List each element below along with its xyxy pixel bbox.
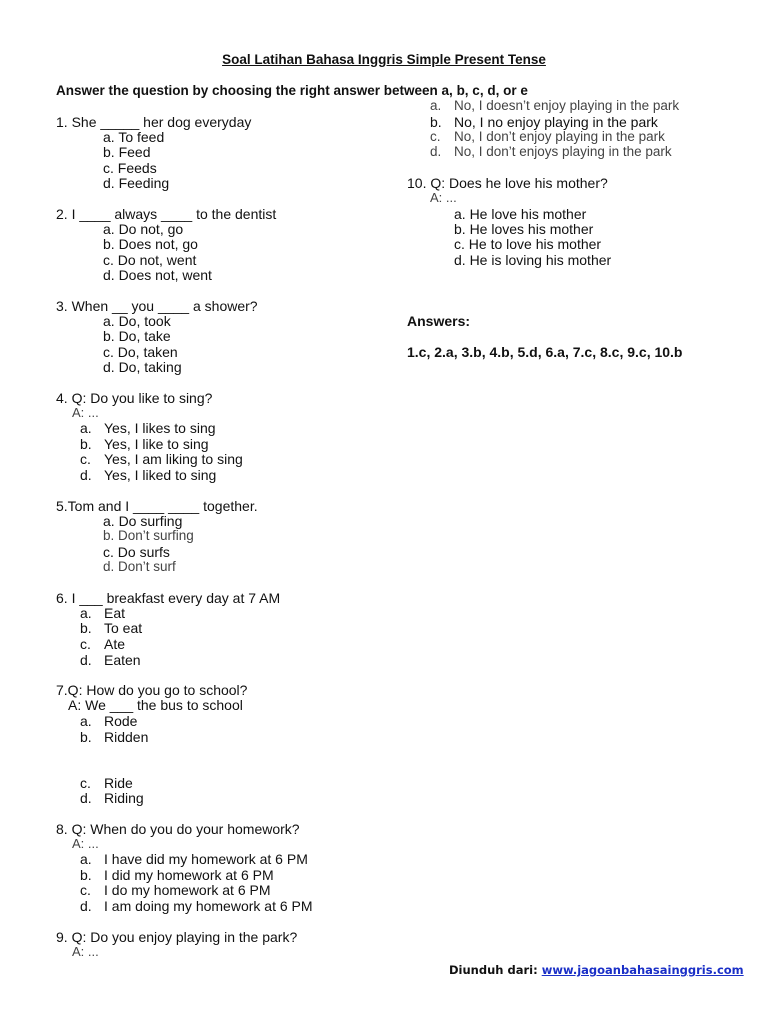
q2-option-a: a. Do not, go [103,221,184,237]
option-text: Rode [104,713,138,729]
question-9: 9. Q: Do you enjoy playing in the park? [56,929,298,945]
q10-option-c: c. He to love his mother [454,236,602,252]
option-text: I did my homework at 6 PM [104,867,274,883]
q6-option-c [80,636,125,652]
option-text: No, I doesn’t enjoy playing in the park [454,98,680,113]
q10-option-a: a. He love his mother [454,206,587,222]
source-link[interactable]: www.jagoanbahasainggris.com [541,963,744,977]
option-text: Yes, I likes to sing [104,420,216,436]
option-text: Ate [104,636,126,652]
q10-option-b: b. He loves his mother [454,221,594,237]
option-letter: c. [80,882,91,898]
option-letter: c. [430,129,441,144]
option-text: Riding [104,790,144,806]
q9-option-d [430,144,672,160]
option-text: Eaten [104,652,141,668]
option-text: Ridden [104,729,149,745]
answers-list: 1.c, 2.a, 3.b, 4.b, 5.d, 6.a, 7.c, 8.c, 9.c, 10.b [407,344,683,360]
question-5: 5.Tom and I ____ ____ together. [56,498,258,514]
q9-option-b [430,114,658,130]
q9-option-c [430,129,665,145]
option-letter: b. [80,867,92,883]
question-2: 2. I ____ always ____ to the dentist [56,206,277,222]
option-letter: b. [430,114,442,130]
option-letter: c. [80,636,91,652]
question-6: 6. I ___ breakfast every day at 7 AM [56,590,281,606]
q7-option-c [80,775,133,791]
q4-option-d [80,467,216,483]
q2-option-b: b. Does not, go [103,236,198,252]
option-letter: b. [80,620,92,636]
option-letter: a. [80,851,92,867]
q9-option-a [430,98,679,114]
q10-answer-prompt: A: ... [430,190,457,205]
option-letter: a. [80,713,92,729]
q6-option-b [80,620,142,636]
q4-answer-prompt: A: ... [72,405,99,420]
q9-answer-prompt: A: ... [72,944,99,959]
option-letter: d. [430,144,442,159]
q3-option-b: b. Do, take [103,328,171,344]
q10-option-d: d. He is loving his mother [454,252,612,268]
option-letter: a. [80,420,92,436]
option-text: I have did my homework at 6 PM [104,851,308,867]
q4-option-a [80,420,216,436]
option-text: Eat [104,605,126,621]
question-3: 3. When __ you ____ a shower? [56,298,258,314]
option-letter: c. [80,775,91,791]
q5-option-d: d. Don’t surf [103,559,176,574]
option-letter: c. [80,451,91,467]
option-letter: d. [80,467,92,483]
q4-option-c [80,451,243,467]
question-1: 1. She _____ her dog everyday [56,114,252,130]
q5-option-a: a. Do surfing [103,513,183,529]
q8-answer-prompt: A: ... [72,836,99,851]
q5-option-b: b. Don’t surfing [103,528,194,543]
q6-option-a [80,605,125,621]
q1-option-c: c. Feeds [103,160,157,176]
option-letter: d. [80,652,92,668]
q7-answer-line: A: We ___ the bus to school [68,697,243,713]
option-text: No, I no enjoy playing in the park [454,114,658,130]
q7-option-d [80,790,144,806]
option-text: Yes, I am liking to sing [104,451,243,467]
q1-option-a: a. To feed [103,129,165,145]
q4-option-b [80,436,209,452]
page-title: Soal Latihan Bahasa Inggris Simple Present Tense [222,52,546,67]
q6-option-d [80,652,141,668]
option-text: I am doing my homework at 6 PM [104,898,313,914]
question-4: 4. Q: Do you like to sing? [56,390,213,406]
option-text: To eat [104,620,143,636]
q2-option-c: c. Do not, went [103,252,197,268]
q8-option-c [80,882,271,898]
option-letter: a. [80,605,92,621]
download-footer [449,962,744,978]
option-text: No, I don’t enjoy playing in the park [454,129,665,144]
option-text: Yes, I like to sing [104,436,209,452]
q3-option-a: a. Do, took [103,313,171,329]
option-text: Yes, I liked to sing [104,467,217,483]
option-letter: b. [80,436,92,452]
q7-option-b [80,729,148,745]
option-text: No, I don’t enjoys playing in the park [454,144,672,159]
q3-option-d: d. Do, taking [103,359,182,375]
q1-option-d: d. Feeding [103,175,170,191]
q7-option-a [80,713,137,729]
option-letter: d. [80,898,92,914]
answers-heading: Answers: [407,313,471,329]
option-text: I do my homework at 6 PM [104,882,271,898]
instruction: Answer the question by choosing the right answer between a, b, c, d, or e [56,83,528,98]
question-8: 8. Q: When do you do your homework? [56,821,300,837]
option-text: Ride [104,775,133,791]
q8-option-d [80,898,313,914]
q8-option-b [80,867,274,883]
option-letter: b. [80,729,92,745]
q8-option-a [80,851,308,867]
option-letter: d. [80,790,92,806]
q3-option-c: c. Do, taken [103,344,178,360]
footer-label: Diunduh dari: [449,963,538,977]
q1-option-b: b. Feed [103,144,151,160]
q2-option-d: d. Does not, went [103,267,212,283]
question-7: 7.Q: How do you go to school? [56,682,248,698]
q5-option-c: c. Do surfs [103,544,170,560]
question-10: 10. Q: Does he love his mother? [407,175,608,191]
option-letter: a. [430,98,442,113]
